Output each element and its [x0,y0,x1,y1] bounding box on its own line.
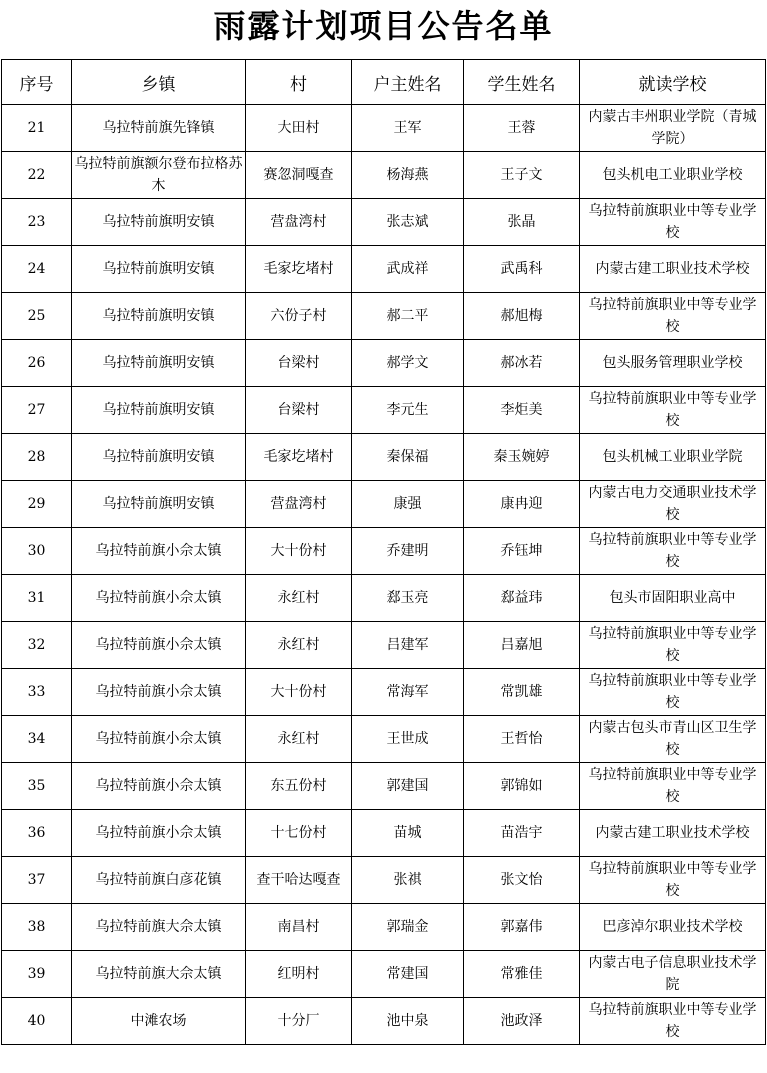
cell-no: 21 [2,105,72,152]
cell-no: 25 [2,293,72,340]
table-row [2,575,766,622]
cell-household-head: 张祺 [352,857,464,904]
cell-village: 大十份村 [246,669,352,716]
cell-town: 乌拉特前旗明安镇 [72,387,246,434]
cell-village: 南昌村 [246,904,352,951]
cell-student: 秦玉婉婷 [464,434,580,481]
cell-household-head: 杨海燕 [352,152,464,199]
cell-school: 乌拉特前旗职业中等专业学校 [580,857,766,904]
header-no: 序号 [2,60,72,105]
cell-household-head: 乔建明 [352,528,464,575]
cell-no: 27 [2,387,72,434]
cell-school: 乌拉特前旗职业中等专业学校 [580,998,766,1045]
cell-no: 26 [2,340,72,387]
cell-household-head: 常海军 [352,669,464,716]
cell-town: 乌拉特前旗小佘太镇 [72,716,246,763]
cell-household-head: 王世成 [352,716,464,763]
cell-student: 张文怡 [464,857,580,904]
table-row [2,810,766,857]
cell-student: 郄益玮 [464,575,580,622]
cell-town: 乌拉特前旗大佘太镇 [72,904,246,951]
cell-student: 吕嘉旭 [464,622,580,669]
cell-town: 乌拉特前旗明安镇 [72,246,246,293]
cell-no: 33 [2,669,72,716]
cell-household-head: 张志斌 [352,199,464,246]
cell-town: 乌拉特前旗额尔登布拉格苏木 [72,152,246,199]
cell-village: 东五份村 [246,763,352,810]
cell-school: 巴彦淖尔职业技术学校 [580,904,766,951]
cell-town: 乌拉特前旗明安镇 [72,340,246,387]
cell-no: 40 [2,998,72,1045]
cell-student: 郝冰若 [464,340,580,387]
cell-town: 乌拉特前旗白彦花镇 [72,857,246,904]
cell-student: 郝旭梅 [464,293,580,340]
cell-student: 王子文 [464,152,580,199]
cell-student: 池政泽 [464,998,580,1045]
header-household-head: 户主姓名 [352,60,464,105]
cell-village: 永红村 [246,575,352,622]
cell-town: 乌拉特前旗明安镇 [72,199,246,246]
table-row [2,246,766,293]
cell-student: 苗浩宇 [464,810,580,857]
cell-student: 武禹科 [464,246,580,293]
cell-school: 乌拉特前旗职业中等专业学校 [580,622,766,669]
cell-village: 台梁村 [246,340,352,387]
cell-school: 包头机电工业职业学校 [580,152,766,199]
cell-no: 36 [2,810,72,857]
cell-school: 乌拉特前旗职业中等专业学校 [580,387,766,434]
cell-town: 乌拉特前旗先锋镇 [72,105,246,152]
header-town: 乡镇 [72,60,246,105]
cell-school: 内蒙古电子信息职业技术学院 [580,951,766,998]
cell-town: 中滩农场 [72,998,246,1045]
cell-school: 内蒙古建工职业技术学校 [580,810,766,857]
cell-no: 39 [2,951,72,998]
cell-household-head: 郄玉亮 [352,575,464,622]
cell-household-head: 郭瑞金 [352,904,464,951]
cell-student: 康冉迎 [464,481,580,528]
table-row [2,340,766,387]
cell-no: 30 [2,528,72,575]
cell-household-head: 李元生 [352,387,464,434]
cell-village: 毛家圪堵村 [246,246,352,293]
header-school: 就读学校 [580,60,766,105]
table-row [2,904,766,951]
cell-student: 郭嘉伟 [464,904,580,951]
cell-town: 乌拉特前旗明安镇 [72,481,246,528]
table-row [2,434,766,481]
cell-village: 营盘湾村 [246,199,352,246]
cell-no: 22 [2,152,72,199]
cell-no: 28 [2,434,72,481]
cell-school: 内蒙古丰州职业学院（青城学院） [580,105,766,152]
cell-no: 35 [2,763,72,810]
cell-school: 乌拉特前旗职业中等专业学校 [580,199,766,246]
cell-household-head: 苗城 [352,810,464,857]
table-row [2,481,766,528]
header-row [2,60,766,105]
cell-student: 常凯雄 [464,669,580,716]
cell-household-head: 王军 [352,105,464,152]
header-village: 村 [246,60,352,105]
cell-village: 红明村 [246,951,352,998]
cell-school: 乌拉特前旗职业中等专业学校 [580,669,766,716]
cell-household-head: 池中泉 [352,998,464,1045]
table-row [2,152,766,199]
cell-school: 包头机械工业职业学院 [580,434,766,481]
cell-household-head: 康强 [352,481,464,528]
cell-household-head: 郭建国 [352,763,464,810]
cell-household-head: 武成祥 [352,246,464,293]
cell-town: 乌拉特前旗小佘太镇 [72,622,246,669]
cell-village: 台梁村 [246,387,352,434]
cell-household-head: 郝二平 [352,293,464,340]
cell-no: 29 [2,481,72,528]
cell-household-head: 常建国 [352,951,464,998]
cell-town: 乌拉特前旗小佘太镇 [72,669,246,716]
cell-no: 37 [2,857,72,904]
table-row [2,998,766,1045]
cell-village: 毛家圪堵村 [246,434,352,481]
table-row [2,857,766,904]
cell-student: 张晶 [464,199,580,246]
cell-no: 32 [2,622,72,669]
cell-student: 常雅佳 [464,951,580,998]
cell-school: 包头服务管理职业学校 [580,340,766,387]
cell-student: 王蓉 [464,105,580,152]
cell-household-head: 郝学文 [352,340,464,387]
header-student: 学生姓名 [464,60,580,105]
cell-village: 大十份村 [246,528,352,575]
cell-town: 乌拉特前旗小佘太镇 [72,528,246,575]
table-row [2,528,766,575]
cell-village: 六份子村 [246,293,352,340]
cell-school: 内蒙古电力交通职业技术学校 [580,481,766,528]
cell-town: 乌拉特前旗小佘太镇 [72,575,246,622]
table-row [2,105,766,152]
cell-village: 赛忽洞嘎查 [246,152,352,199]
cell-town: 乌拉特前旗小佘太镇 [72,810,246,857]
cell-town: 乌拉特前旗明安镇 [72,293,246,340]
cell-village: 十分厂 [246,998,352,1045]
cell-student: 乔钰坤 [464,528,580,575]
cell-school: 乌拉特前旗职业中等专业学校 [580,293,766,340]
cell-no: 38 [2,904,72,951]
cell-no: 31 [2,575,72,622]
cell-no: 34 [2,716,72,763]
cell-village: 十七份村 [246,810,352,857]
table-row [2,669,766,716]
page-title: 雨露计划项目公告名单 [213,7,554,45]
roster-table [1,59,766,1045]
table-row [2,951,766,998]
cell-no: 23 [2,199,72,246]
cell-village: 查干哈达嘎查 [246,857,352,904]
cell-village: 大田村 [246,105,352,152]
cell-no: 24 [2,246,72,293]
cell-household-head: 秦保福 [352,434,464,481]
table-row [2,387,766,434]
cell-student: 李炬美 [464,387,580,434]
cell-school: 内蒙古包头市青山区卫生学校 [580,716,766,763]
cell-student: 郭锦如 [464,763,580,810]
cell-school: 包头市固阳职业高中 [580,575,766,622]
table-row [2,763,766,810]
cell-school: 乌拉特前旗职业中等专业学校 [580,528,766,575]
cell-school: 乌拉特前旗职业中等专业学校 [580,763,766,810]
table-row [2,293,766,340]
cell-school: 内蒙古建工职业技术学校 [580,246,766,293]
cell-village: 永红村 [246,716,352,763]
table-row [2,622,766,669]
table-row [2,716,766,763]
cell-town: 乌拉特前旗明安镇 [72,434,246,481]
cell-village: 永红村 [246,622,352,669]
table-row [2,199,766,246]
cell-town: 乌拉特前旗小佘太镇 [72,763,246,810]
cell-household-head: 吕建军 [352,622,464,669]
cell-student: 王哲怡 [464,716,580,763]
cell-village: 营盘湾村 [246,481,352,528]
cell-town: 乌拉特前旗大佘太镇 [72,951,246,998]
